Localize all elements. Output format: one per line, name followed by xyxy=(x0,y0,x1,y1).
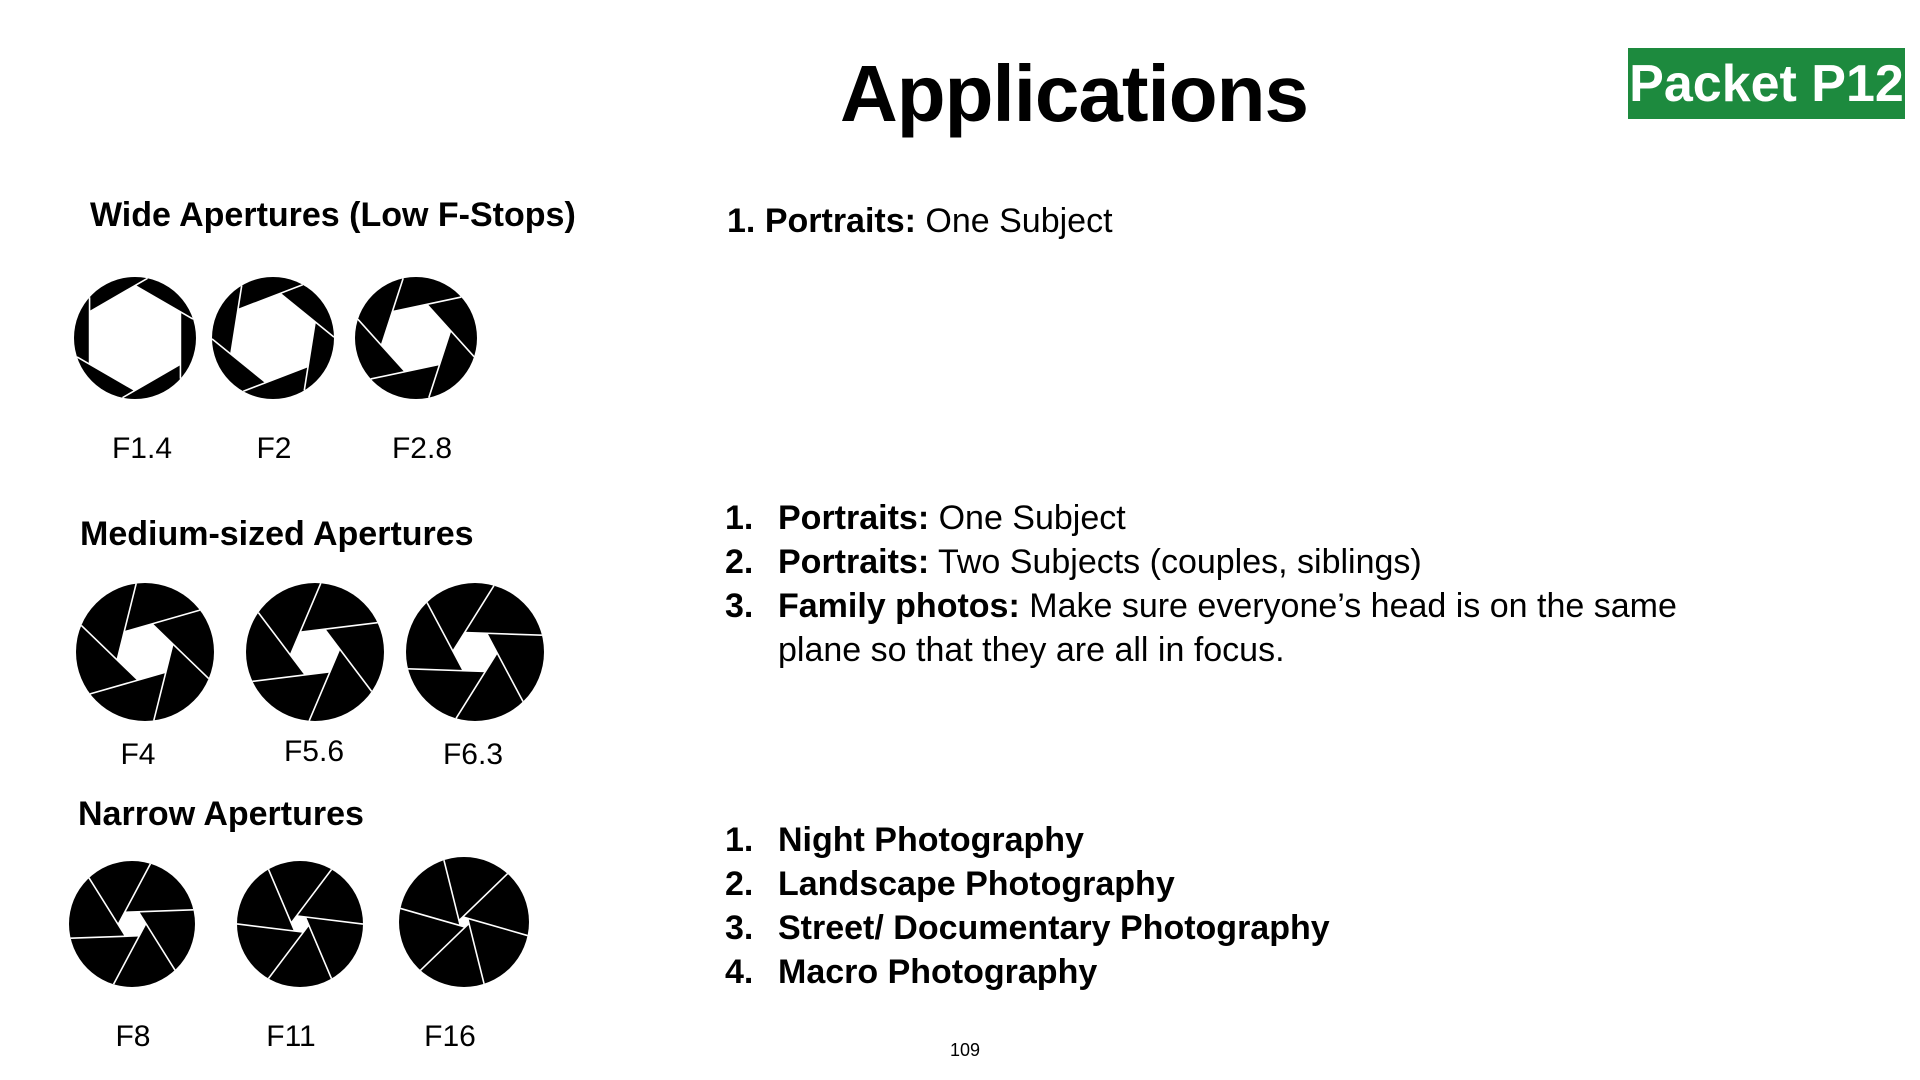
list-item xyxy=(725,496,1705,540)
aperture-f4-icon xyxy=(75,582,215,722)
fstop-label-f4: F4 xyxy=(120,738,156,771)
item-number: 3. xyxy=(725,587,754,625)
aperture-f8-icon xyxy=(68,860,196,988)
item-bold-text: Street/ Documentary Photography xyxy=(778,909,1330,947)
packet-badge: Packet P12 xyxy=(1628,48,1905,119)
item-number: 2. xyxy=(725,543,754,581)
item-bold-text: Night Photography xyxy=(778,821,1084,859)
item-bold-text: Family photos: xyxy=(778,587,1020,625)
aperture-f2-8-icon xyxy=(354,276,478,400)
list-item xyxy=(725,818,1705,862)
item-text: Two Subjects (couples, siblings) xyxy=(929,543,1422,581)
list-item xyxy=(725,584,1705,672)
aperture-f11-icon xyxy=(236,860,364,988)
fstop-label-f16: F16 xyxy=(424,1020,476,1053)
narrow-apertures-list xyxy=(725,818,1705,994)
fstop-label-f8: F8 xyxy=(115,1020,151,1053)
item-bold-text: Portraits: xyxy=(778,543,930,581)
aperture-f2-icon xyxy=(211,276,335,400)
narrow-apertures-heading: Narrow Apertures xyxy=(78,795,364,833)
item-bold-text: Portraits: xyxy=(764,202,916,240)
wide-apertures-item-1 xyxy=(727,202,1113,241)
item-text: One Subject xyxy=(915,202,1113,240)
medium-apertures-list xyxy=(725,496,1705,672)
list-item xyxy=(725,950,1705,994)
item-bold-text: Macro Photography xyxy=(778,953,1098,991)
aperture-f5-6-icon xyxy=(245,582,385,722)
list-item xyxy=(725,862,1705,906)
item-text: Make sure everyone’s head is on the same plane so that they are all in focus. xyxy=(778,587,1677,669)
fstop-label-f11: F11 xyxy=(266,1020,316,1053)
medium-apertures-heading: Medium-sized Apertures xyxy=(80,515,474,553)
wide-apertures-heading: Wide Apertures (Low F-Stops) xyxy=(90,196,576,234)
item-number: 1. xyxy=(725,821,754,859)
item-number: 2. xyxy=(725,865,754,903)
fstop-label-f2-8: F2.8 xyxy=(391,432,453,465)
aperture-f6-3-icon xyxy=(405,582,545,722)
item-text: One Subject xyxy=(929,499,1126,537)
item-bold-text: Landscape Photography xyxy=(778,865,1175,903)
list-item xyxy=(725,906,1705,950)
fstop-label-f6-3: F6.3 xyxy=(442,738,504,771)
fstop-label-f2: F2 xyxy=(256,432,292,465)
aperture-f16-icon xyxy=(398,856,530,988)
fstop-label-f5-6: F5.6 xyxy=(283,735,345,768)
item-number: 3. xyxy=(725,909,754,947)
list-item xyxy=(725,540,1705,584)
fstop-label-f1-4: F1.4 xyxy=(111,432,173,465)
item-bold-text: Portraits: xyxy=(778,499,930,537)
aperture-f1-4-icon xyxy=(73,276,197,400)
item-number: 4. xyxy=(725,953,754,991)
item-number: 1. xyxy=(727,202,756,240)
page-number: 109 xyxy=(949,1040,981,1060)
slide-title: Applications xyxy=(839,49,1309,138)
item-number: 1. xyxy=(725,499,754,537)
